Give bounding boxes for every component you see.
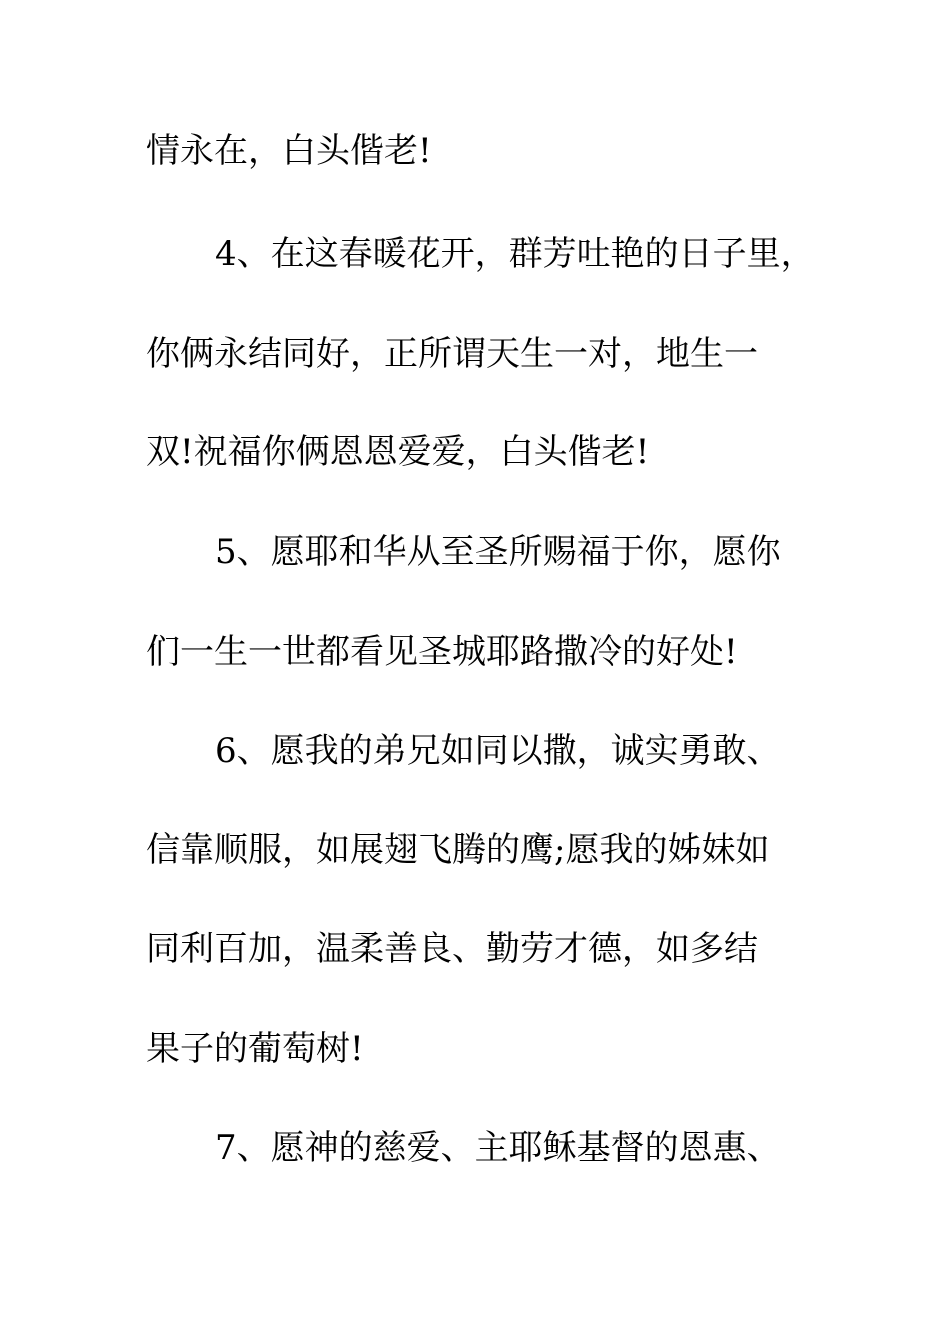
text-line: 果子的葡萄树! (146, 1029, 364, 1069)
text-line: 信靠顺服，如展翅飞腾的鹰;愿我的姊妹如 (146, 830, 770, 870)
text-line: 5、愿耶和华从至圣所赐福于你，愿你 (215, 532, 781, 572)
text-line: 情永在，白头偕老! (146, 131, 432, 171)
text-line: 你俩永结同好，正所谓天生一对，地生一 (146, 334, 758, 374)
text-line: 7、愿神的慈爱、主耶稣基督的恩惠、 (215, 1128, 781, 1168)
text-line: 6、愿我的弟兄如同以撒，诚实勇敢、 (215, 731, 781, 771)
text-line: 同利百加，温柔善良、勤劳才德，如多结 (146, 929, 758, 969)
text-line: 4、在这春暖花开，群芳吐艳的日子里， (215, 234, 815, 274)
text-line: 们一生一世都看见圣城耶路撒冷的好处! (146, 632, 738, 672)
text-line: 双!祝福你俩恩恩爱爱，白头偕老! (146, 432, 650, 472)
